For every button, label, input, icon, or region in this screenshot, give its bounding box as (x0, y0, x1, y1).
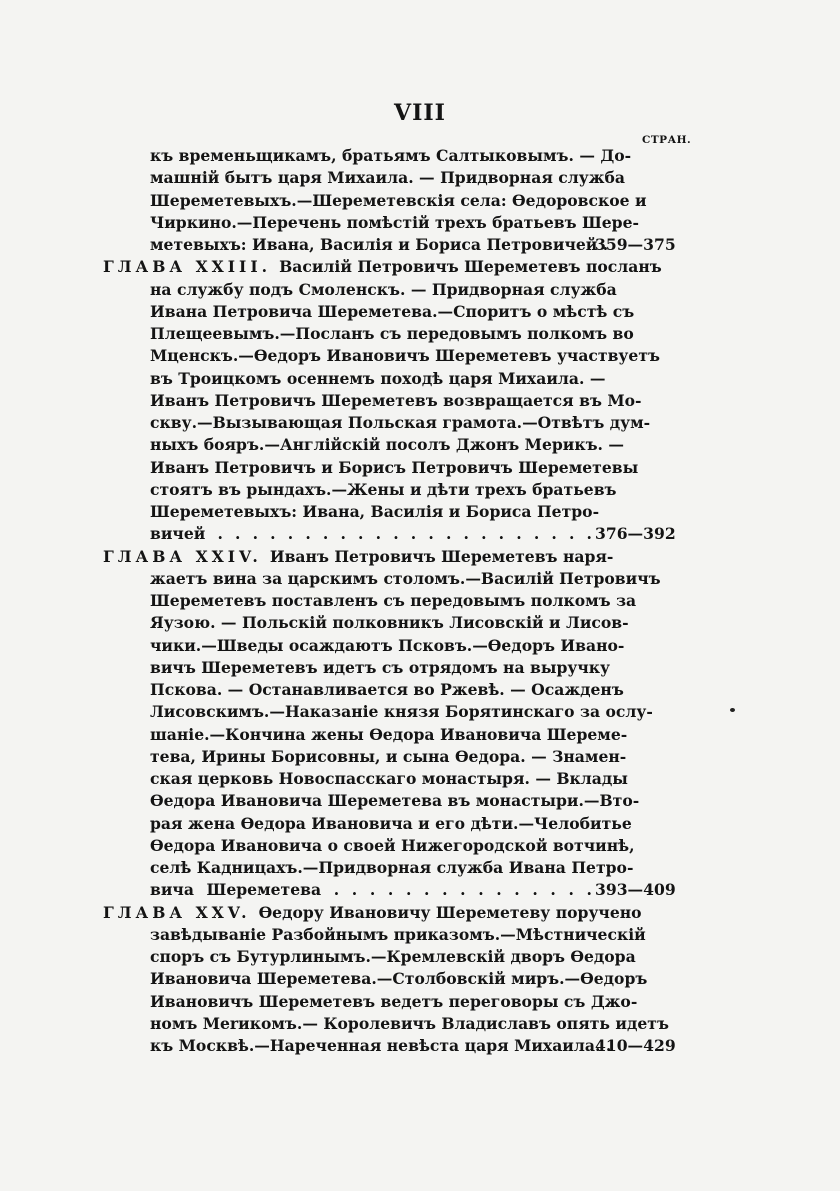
entry-text-line: Ивановичъ Шереметевъ ведетъ переговоры съ Джо- (150, 991, 638, 1011)
entry-text-line: машній бытъ царя Михаила. — Придворная служба (150, 168, 625, 188)
entry-text-line: Плещеевымъ.—Посланъ съ передовымъ полкомъ во (150, 324, 634, 343)
entry-text-line: на службу подъ Смоленскъ. — Придворная служба (150, 279, 617, 299)
entry-text-line: Мценскъ.—Өедоръ Ивановичъ Шереметевъ участвуетъ (150, 346, 660, 366)
entry-text-line: стоятъ въ рындахъ.—Жены и дѣти трехъ братьевъ (150, 479, 617, 499)
entry-text-line: Шереметевыхъ: Ивана, Василія и Бориса Петро- (150, 502, 600, 521)
chapter-heading: ГЛАВА XXIV. (103, 546, 262, 566)
entry-text-line: Шереметевыхъ.—Шереметевскія села: Өедоровское и (150, 190, 647, 210)
entry-text-line: Василій Петровичъ Шереметевъ посланъ (279, 257, 662, 277)
entry-text-line: номъ Merикомъ.— Королевичъ Владиславъ опять идетъ (150, 1013, 669, 1033)
entry-text-line: Лисовскимъ.—Наказаніе князя Борятинскаго за ослу- (150, 702, 653, 722)
page-range: 410—429 (595, 1036, 676, 1055)
entry-text-line: Өедору Ивановичу Шереметеву поручено (258, 902, 642, 922)
entry-text-line: Иванъ Петровичъ и Борисъ Петровичъ Шереметевы (150, 457, 639, 477)
chapter-heading: ГЛАВА XXV. (103, 902, 251, 922)
entry-text-line: скву.—Вызывающая Польская грамота.—Отвѣтъ дум- (150, 413, 651, 432)
entry-text-line: Шереметевъ поставленъ съ передовымъ полкомъ за (150, 591, 637, 610)
entry-text-line: Ивановича Шереметева.—Столбовскій миръ.—Өедоръ (150, 969, 648, 989)
entry-text-line: Яузою. — Польскій полковникъ Лисовскій и Лисов- (150, 613, 629, 633)
entry-text-line: тева, Ирины Борисовны, и сына Өедора. — Знамен- (150, 746, 627, 766)
entry-text-line: споръ съ Бутурлинымъ.—Кремлевскій дворъ Өедора (150, 947, 636, 966)
page-range: 393—409 (595, 880, 676, 900)
entry-text-line: вичъ Шереметевъ идетъ съ отрядомъ на выручку (150, 657, 610, 677)
entry-text-line: въ Троицкомъ осеннемъ походѣ царя Михаила. — (150, 368, 606, 388)
entry-text-line: Чиркино.—Перечень помѣстій трехъ братьевъ Шере- (150, 212, 639, 232)
entry-text-line: жаетъ вина за царскимъ столомъ.—Василій Петровичъ (150, 568, 661, 588)
entry-text-line: къ временьщикамъ, братьямъ Салтыковымъ. — До- (150, 146, 632, 165)
entry-text-line: чики.—Шведы осаждаютъ Псковъ.—Өедоръ Ивано- (150, 635, 625, 655)
ink-speck (730, 708, 735, 712)
entry-text-line: Ивана Петровича Шереметева.—Споритъ о мѣстѣ съ (150, 301, 635, 321)
page-range: 376—392 (595, 524, 676, 544)
page-number: VIII (394, 100, 446, 126)
column-header-pages: СТРАН. (642, 134, 692, 146)
entry-text-line: Иванъ Петровичъ Шереметевъ возвращается въ Мо- (150, 390, 642, 410)
entry-text-line: Өедора Ивановича о своей Нижегородской вотчинѣ, (150, 835, 635, 855)
entry-text-line: Өедора Ивановича Шереметева въ монастыри.—Вто- (150, 791, 640, 811)
entry-text-line: рая жена Өедора Ивановича и его дѣти.—Челобитье (150, 813, 632, 833)
entry-text-line: Пскова. — Останавливается во Ржевѣ. — Осажденъ (150, 680, 624, 699)
entry-text-line: вичей . . . . . . . . . . . . . . . . . . . . . . (150, 524, 592, 544)
entry-text-line: завѣдываніе Разбойнымъ приказомъ.—Мѣстническій (150, 924, 646, 944)
entry-text-line: Иванъ Петровичъ Шереметевъ наря- (269, 546, 614, 566)
entry-text-line: шаніе.—Кончина жены Өедора Ивановича Шереме- (150, 724, 628, 744)
page-range: 359—375 (595, 235, 676, 254)
entry-text-line: къ Москвѣ.—Нареченная невѣста царя Михаила. . (150, 1036, 612, 1055)
entry-text-line: ская церковь Новоспасскаго монастыря. — Вклады (150, 769, 628, 788)
entry-text-line: метевыхъ: Ивана, Василія и Бориса Петровичей . (150, 235, 609, 254)
entry-text-line: вича Шереметева . . . . . . . . . . . . . . . (150, 880, 592, 900)
entry-text-line: ныхъ бояръ.—Англійскій посолъ Джонъ Мерикъ. — (150, 435, 625, 455)
entry-text-line: селѣ Кадницахъ.—Придворная служба Ивана Петро- (150, 858, 634, 877)
chapter-heading: ГЛАВА XXIII. (103, 257, 272, 277)
